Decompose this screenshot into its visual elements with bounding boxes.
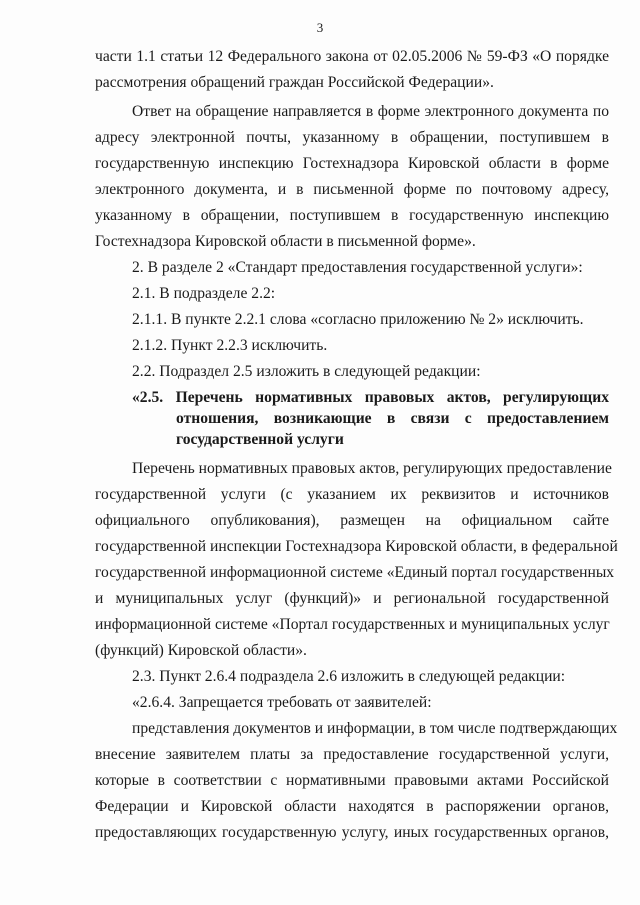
- text-line: информационной системе «Портал государственных и муниципальных услуг: [95, 616, 610, 633]
- section-heading-line: «2.5. Перечень нормативных правовых актов, регулирующих: [132, 389, 609, 406]
- text-line: Ответ на обращение направляется в форме электронного документа по: [132, 103, 609, 120]
- text-line: 2.3. Пункт 2.6.4 подраздела 2.6 изложить в следующей редакции:: [132, 668, 566, 685]
- text-line: (функций) Кировской области».: [95, 642, 307, 659]
- text-line: представления документов и информации, в том числе подтверждающих: [132, 720, 618, 737]
- text-line: 2.1.2. Пункт 2.2.3 исключить.: [132, 337, 328, 354]
- text-line: «2.6.4. Запрещается требовать от заявителей:: [132, 694, 432, 711]
- text-line: Федерации и Кировской области находятся в распоряжении органов,: [95, 798, 609, 815]
- text-line: адресу электронной почты, указанному в обращении, поступившем в: [95, 129, 609, 146]
- text-line: государственную инспекцию Гостехнадзора Кировской области в форме: [95, 155, 609, 172]
- text-line: государственной информационной системе «Единый портал государственных: [95, 564, 615, 581]
- text-line: государственной услуги (с указанием их реквизитов и источников: [95, 486, 609, 503]
- text-line: 2.2. Подраздел 2.5 изложить в следующей редакции:: [132, 363, 481, 380]
- section-heading-line: отношения, возникающие в связи с предоставлением: [176, 410, 609, 427]
- text-line: 2.1.1. В пункте 2.2.1 слова «согласно приложению № 2» исключить.: [132, 311, 584, 328]
- text-line: внесение заявителем платы за предоставление государственной услуги,: [95, 746, 609, 763]
- text-line: предоставляющих государственную услугу, иных государственных органов,: [95, 824, 609, 841]
- text-line: части 1.1 статьи 12 Федерального закона от 02.05.2006 № 59-ФЗ «О порядке: [95, 48, 609, 65]
- text-line: и муниципальных услуг (функций)» и региональной государственной: [95, 590, 609, 607]
- text-line: 2.1. В подразделе 2.2:: [132, 285, 276, 302]
- text-line: 2. В разделе 2 «Стандарт предоставления государственной услуги»:: [132, 259, 583, 276]
- page-number: 3: [316, 20, 324, 35]
- text-line: Перечень нормативных правовых актов, регулирующих предоставление: [132, 460, 612, 477]
- text-line: государственной инспекции Гостехнадзора Кировской области, в федеральной: [95, 538, 618, 555]
- text-line: которые в соответствии с нормативными правовыми актами Российской: [95, 772, 609, 789]
- text-line: рассмотрения обращений граждан Российской Федерации».: [95, 74, 494, 91]
- text-line: Гостехнадзора Кировской области в письменной форме».: [95, 233, 476, 250]
- text-line: официального опубликования), размещен на официальном сайте: [95, 512, 609, 529]
- section-heading-line: государственной услуги: [176, 431, 344, 448]
- text-line: указанному в обращении, поступившем в государственную инспекцию: [95, 207, 609, 224]
- text-line: электронного документа, и в письменной форме по почтовому адресу,: [95, 181, 609, 198]
